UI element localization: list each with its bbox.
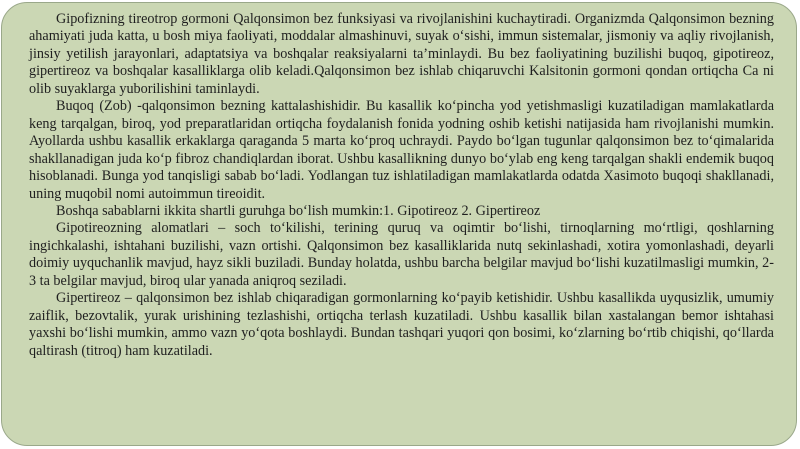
paragraph-other-causes: Boshqa sabablarni ikkita shartli guruhga bo‘lish mumkin:1. Gipotireoz 2. Gipertireoz <box>56 202 541 219</box>
paragraph-thyroid-intro: Gipofizning tireotrop gormoni Qalqonsimon bez funksiyasi va rivojlanishini kuchaytiradi. Organizmda Qalqonsimon bezning ahamiyati juda katta, u bosh miya faoliyati, moddalar almashinuvi, suyak o‘sishi, immun sistemalar, jismoniy va aqliy rivojlanish, jinsiy yetilish jarayonlari, adaptatsiya va boshqalar reaksiyalarni ta’minlaydi. Bu bez faoliyatining buzilishi buqoq, gipotireoz, gipertireoz va boshqalar kasalliklarga olib keladi.Qalqonsimon bez ishlab chiqaruvchi Kalsitonin gormoni qondan ortiqcha Ca ni olib suyaklarga yuborilishini taminlaydi. <box>29 11 774 97</box>
paragraph-hyperthyroidism: Gipertireoz – qalqonsimon bez ishlab chiqaradigan gormonlarning ko‘payib ketishidir. Ushbu kasallikda uyqusizlik, umumiy zaiflik, bezovtalik, yurak urishining tezlashishi, ortiqcha terlash kuzatiladi. Ushbu kasallik bilan xastalangan bemor ishtahasi yaxshi bo‘lishi mumkin, ammo vazn yo‘qota boshlaydi. Bundan tashqari yuqori qon bosimi, ko‘zlarning bo‘rtib chiqishi, qo‘llarda qaltirash (titroq) ham kuzatiladi. <box>29 290 774 359</box>
text-card <box>1 2 797 446</box>
paragraph-goiter: Buqoq (Zob) -qalqonsimon bezning kattalashishidir. Bu kasallik ko‘pincha yod yetishmasligi kuzatiladigan mamlakatlarda keng tarqalgan, biroq, yod preparatlaridan ortiqcha foydalanish fonida yodning oshib ketishi natijasida ham rivojlanishi mumkin. Ayollarda ushbu kasallik erkaklarga qaraganda 5 marta ko‘proq uchraydi. Paydo bo‘lgan tugunlar qalqonsimon bez to‘qimalarida shakllanadigan juda ko‘p fibroz chandiqlardan iborat. Ushbu kasallikning dunyo bo‘ylab eng keng tarqalgan shakli endemik buqoq hisoblanadi. Bunga yod tanqisligi sabab bo‘ladi. Yodlangan tuz ishlatiladigan mamlakatlarda odatda Xasimoto buqoqi shakllanadi, uning muqobil nomi autoimmun tireoidit. <box>29 98 774 202</box>
paragraph-hypothyroidism: Gipotireozning alomatlari – soch to‘kilishi, terining quruq va oqimtir bo‘lishi, tirnoqlarning mo‘rtligi, qoshlarning ingichkalashi, ishtahani buzilishi, vazn ortishi. Qalqonsimon bez kasalliklarida nutq sekinlashadi, xotira yomonlashadi, deyarli doimiy uyquchanlik mavjud, hayz sikli buziladi. Bunday holatda, ushbu barcha belgilar mavjud bo‘lishi kuzatilmasligi mumkin, 2-3 ta belgilar mavjud, biroq ular yanada aniqroq seziladi. <box>29 220 774 289</box>
